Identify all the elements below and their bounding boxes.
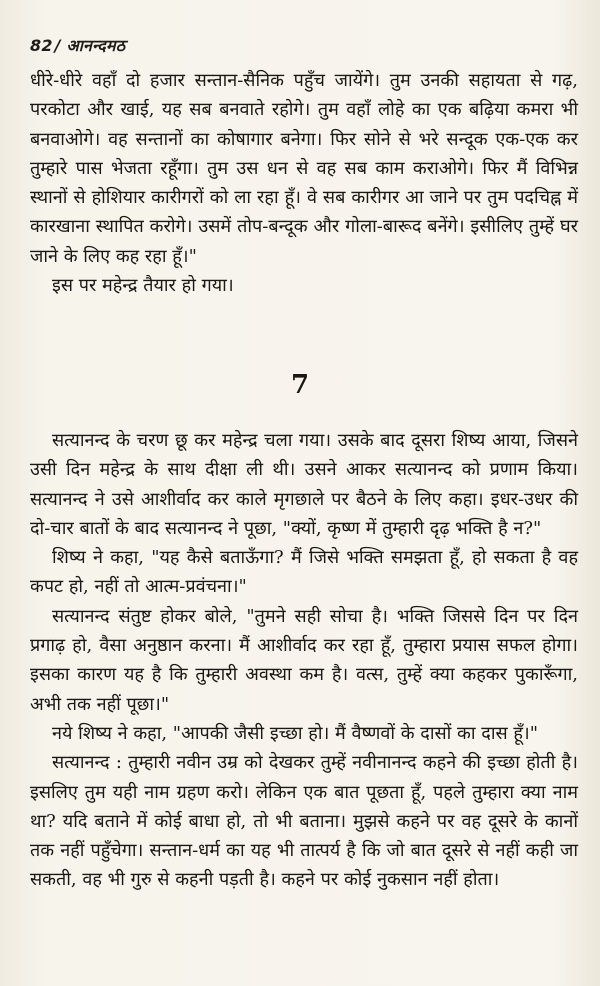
paragraph: शिष्य ने कहा, "यह कैसे बताऊँगा? मैं जिसे भक्ति समझता हूँ, हो सकता है वह कपट हो, नहीं तो आत्म-प्रवंचना।" [30,547,578,598]
paragraph: नये शिष्य ने कहा, "आपकी जैसी इच्छा हो। मैं वैष्णवों के दासों का दास हूँ।" [52,722,539,744]
text-block-before-chapter [30,66,578,300]
page-number: 82 [30,36,53,55]
header-separator: / [54,36,61,55]
paragraph: धीरे-धीरे वहाँ दो हजार सन्तान-सैनिक पहुँच जायेंगे। तुम उनकी सहायता से गढ़, परकोटा और खाई, यह सब बनवाते रहोगे। तुम वहाँ लोहे का एक बढ़िया कमरा भी बनवाओगे। वह सन्तानों का कोषागार बनेगा। फिर सोने से भरे सन्दूक एक-एक कर तुम्हारे पास भेजता रहूँगा। तुम उस धन से वह सब काम कराओगे। फिर मैं विभिन्न स्थानों से होशियार कारीगरों को ला रहा हूँ। वे सब कारीगर आ जाने पर तुम पदचिह्न में कारखाना स्थापित करोगे। उसमें तोप-बन्दूक और गोला-बारूद बनेंगे। इसीलिए तुम्हें घर जाने के लिए कह रहा हूँ।" [30,70,578,267]
paragraph: इस पर महेन्द्र तैयार हो गया। [52,275,234,297]
paragraph: सत्यानन्द संतुष्ट होकर बोले, "तुमने सही सोचा है। भक्ति जिससे दिन पर दिन प्रगाढ़ हो, वैसा अनुष्ठान करना। मैं आशीर्वाद कर रहा हूँ, तुम्हारा प्रयास सफल होगा। इसका कारण यह है कि तुम्हारी अवस्था कम है। वत्स, तुम्हें क्या कहकर पुकारूँगा, अभी तक नहीं पूछा।" [30,605,578,715]
text-block-chapter-seven [30,426,578,895]
running-header [30,34,125,56]
paragraph: सत्यानन्द : तुम्हारी नवीन उम्र को देखकर तुम्हें नवीनानन्द कहने की इच्छा होती है। इसलिए तुम यही नाम ग्रहण करो। लेकिन एक बात पूछता हूँ, पहले तुम्हारा क्या नाम था? यदि बताने में कोई बाधा हो, तो भी बताना। मुझसे कहने पर वह दूसरे के कानों तक नहीं पहुँचेगा। सन्तान-धर्म का यह भी तात्पर्य है कि जो बात दूसरे से नहीं कही जा सकती, वह भी गुरु से कहनी पड़ती है। कहने पर कोई नुकसान नहीं होता। [30,752,578,891]
paragraph: सत्यानन्द के चरण छू कर महेन्द्र चला गया। उसके बाद दूसरा शिष्य आया, जिसने उसी दिन महेन्द्र के साथ दीक्षा ली थी। उसने आकर सत्यानन्द को प्रणाम किया। सत्यानन्द ने उसे आशीर्वाद कर काले मृगछाले पर बैठने के लिए कहा। इधर-उधर की दो-चार बातों के बाद सत्यानन्द ने पूछा, "क्यों, कृष्ण में तुम्हारी दृढ़ भक्ति है न?" [30,430,578,539]
book-title: आनन्दमठ [66,36,126,55]
chapter-number: 7 [290,370,310,400]
